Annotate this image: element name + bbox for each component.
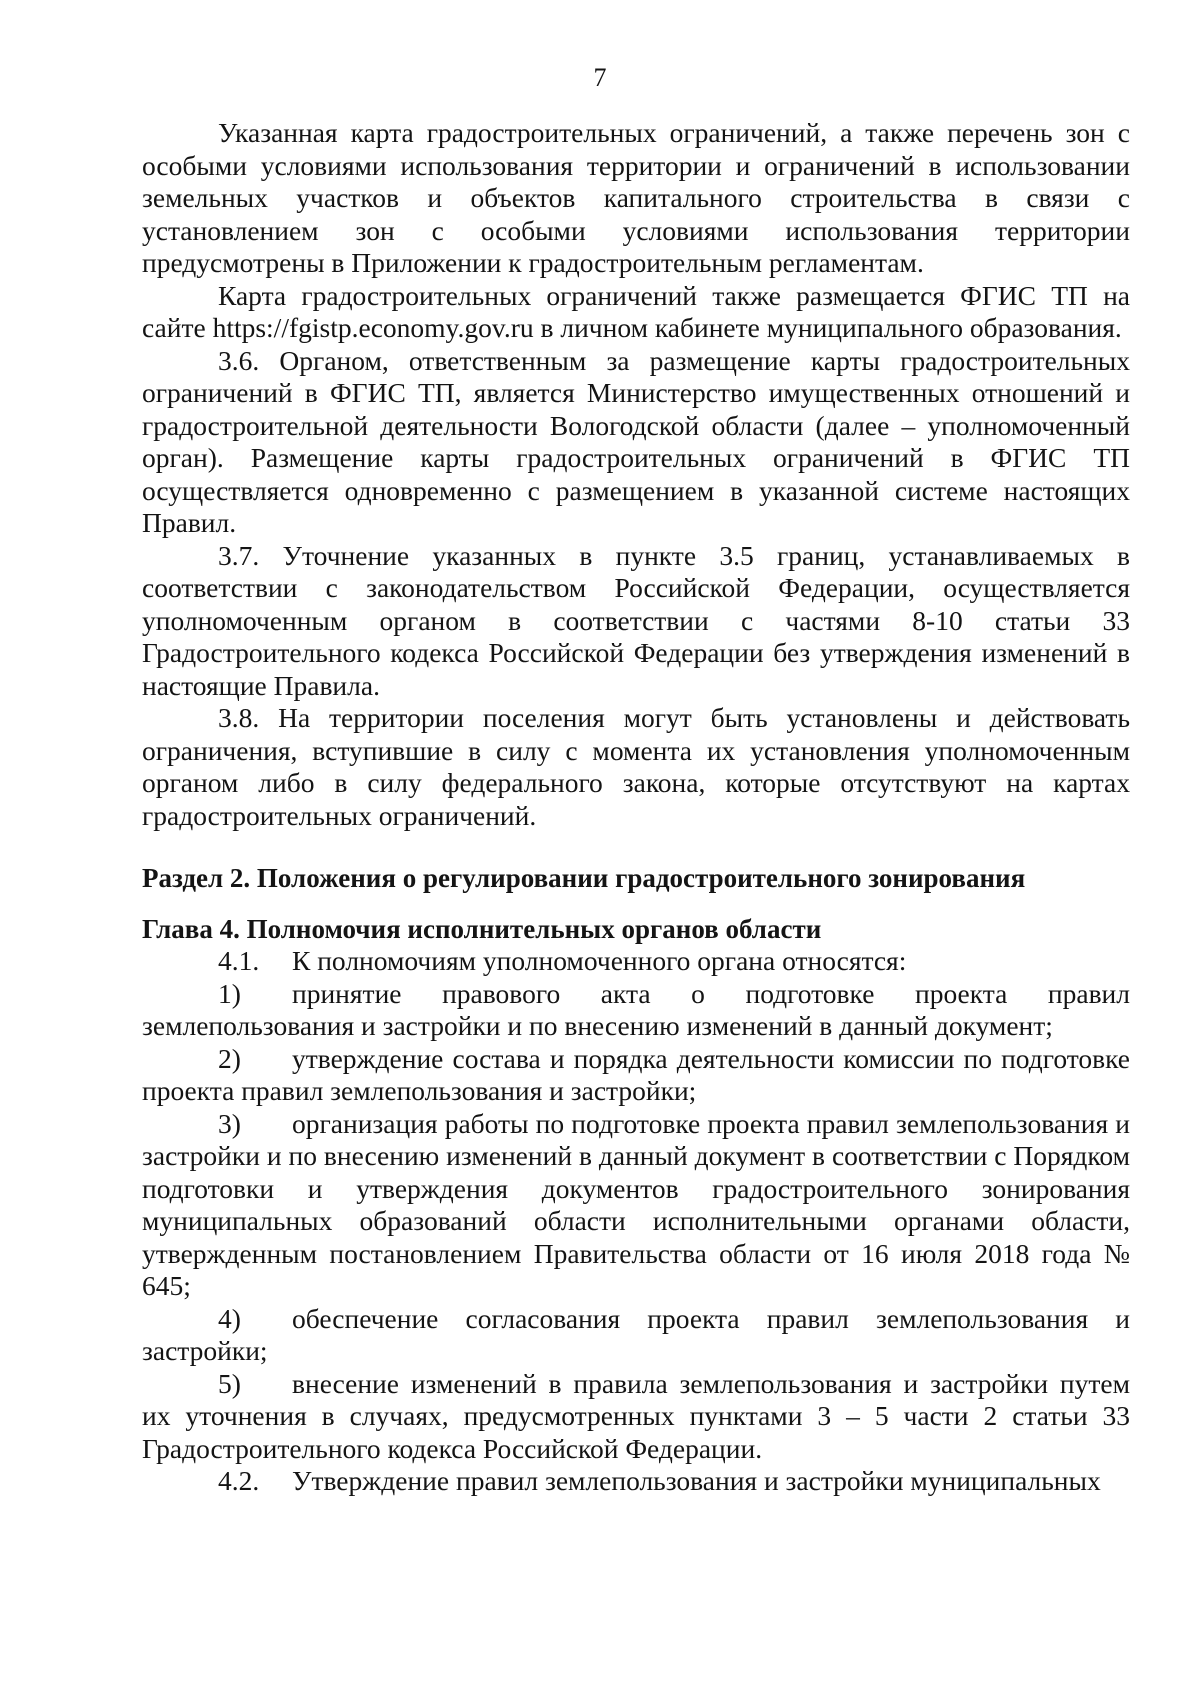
list-item-4-number: 4) — [218, 1302, 241, 1334]
list-item-2 — [142, 1043, 1130, 1108]
list-item-3-text: организация работы по подготовке проекта правил землепользования и застройки и по внесению изменений в данный документ в соответствии с Порядком подготовки и утверждения документов градостроительного зонирования муниципальных образований области исполнительными органами области, утвержденным постановлением Правительства области от 16 июля 2018 года № 645; — [142, 1107, 1130, 1301]
list-item-2-number: 2) — [218, 1042, 241, 1074]
list-item-1-number: 1) — [218, 977, 241, 1009]
paragraph-map-fgis: Карта градостроительных ограничений также размещается ФГИС ТП на сайте https://fgistp.economy.gov.ru в личном кабинете муниципального образования. — [142, 279, 1130, 343]
clause-4-1-number: 4.1. — [218, 945, 260, 976]
list-item-5-text: внесение изменений в правила землепользования и застройки путем их уточнения в случаях, предусмотренных пунктами 3 – 5 части 2 статьи 33 Градостроительного кодекса Российской Федерации. — [142, 1367, 1130, 1464]
list-item-1 — [142, 978, 1130, 1043]
clause-3-8: 3.8. На территории поселения могут быть установлены и действовать ограничения, вступившие в силу с момента их установления уполномоченным органом либо в силу федерального закона, которые отсутствуют на картах градостроительных ограничений. — [142, 702, 1130, 831]
list-item-3 — [142, 1108, 1130, 1303]
paragraph-map-list: Указанная карта градостроительных ограничений, а также перечень зон с особыми условиями использования территории и ограничений в использовании земельных участков и объектов капитального строительства в связи с установлением зон с особыми условиями использования территории предусмотрены в Приложении к градостроительным регламентам. — [142, 117, 1130, 278]
list-item-4 — [142, 1303, 1130, 1368]
clause-4-1 — [142, 945, 1130, 978]
page-number: 7 — [593, 63, 607, 92]
list-item-5 — [142, 1368, 1130, 1466]
list-item-3-number: 3) — [218, 1107, 241, 1139]
list-item-4-text: обеспечение согласования проекта правил землепользования и застройки; — [142, 1302, 1130, 1366]
clause-4-2 — [142, 1465, 1130, 1498]
clause-3-7: 3.7. Уточнение указанных в пункте 3.5 границ, устанавливаемых в соответствии с законодательством Российской Федерации, осуществляется уполномоченным органом в соответствии с частями 8-10 статьи 33 Градостроительного кодекса Российской Федерации без утверждения изменений в настоящие Правила. — [142, 539, 1130, 701]
list-item-1-text: принятие правового акта о подготовке проекта правил землепользования и застройки и по внесению изменений в данный документ; — [142, 977, 1130, 1041]
section-heading: Раздел 2. Положения о регулировании градостроительного зонирования — [142, 863, 1026, 893]
list-item-2-text: утверждение состава и порядка деятельности комиссии по подготовке проекта правил землепользования и застройки; — [142, 1042, 1130, 1106]
clause-4-2-number: 4.2. — [218, 1465, 260, 1496]
clause-4-1-text: К полномочиям уполномоченного органа относятся: — [292, 945, 907, 976]
clause-4-2-text: Утверждение правил землепользования и застройки муниципальных — [292, 1465, 1101, 1496]
clause-3-6: 3.6. Органом, ответственным за размещение карты градостроительных ограничений в ФГИС ТП, является Министерство имущественных отношений и градостроительной деятельности Вологодской области (далее – уполномоченный орган). Размещение карты градостроительных ограничений в ФГИС ТП осуществляется одновременно с размещением в указанной системе настоящих Правил. — [142, 344, 1130, 538]
list-item-5-number: 5) — [218, 1367, 241, 1399]
chapter-heading: Глава 4. Полномочия исполнительных органов области — [142, 913, 822, 944]
document-body — [142, 117, 1130, 1498]
